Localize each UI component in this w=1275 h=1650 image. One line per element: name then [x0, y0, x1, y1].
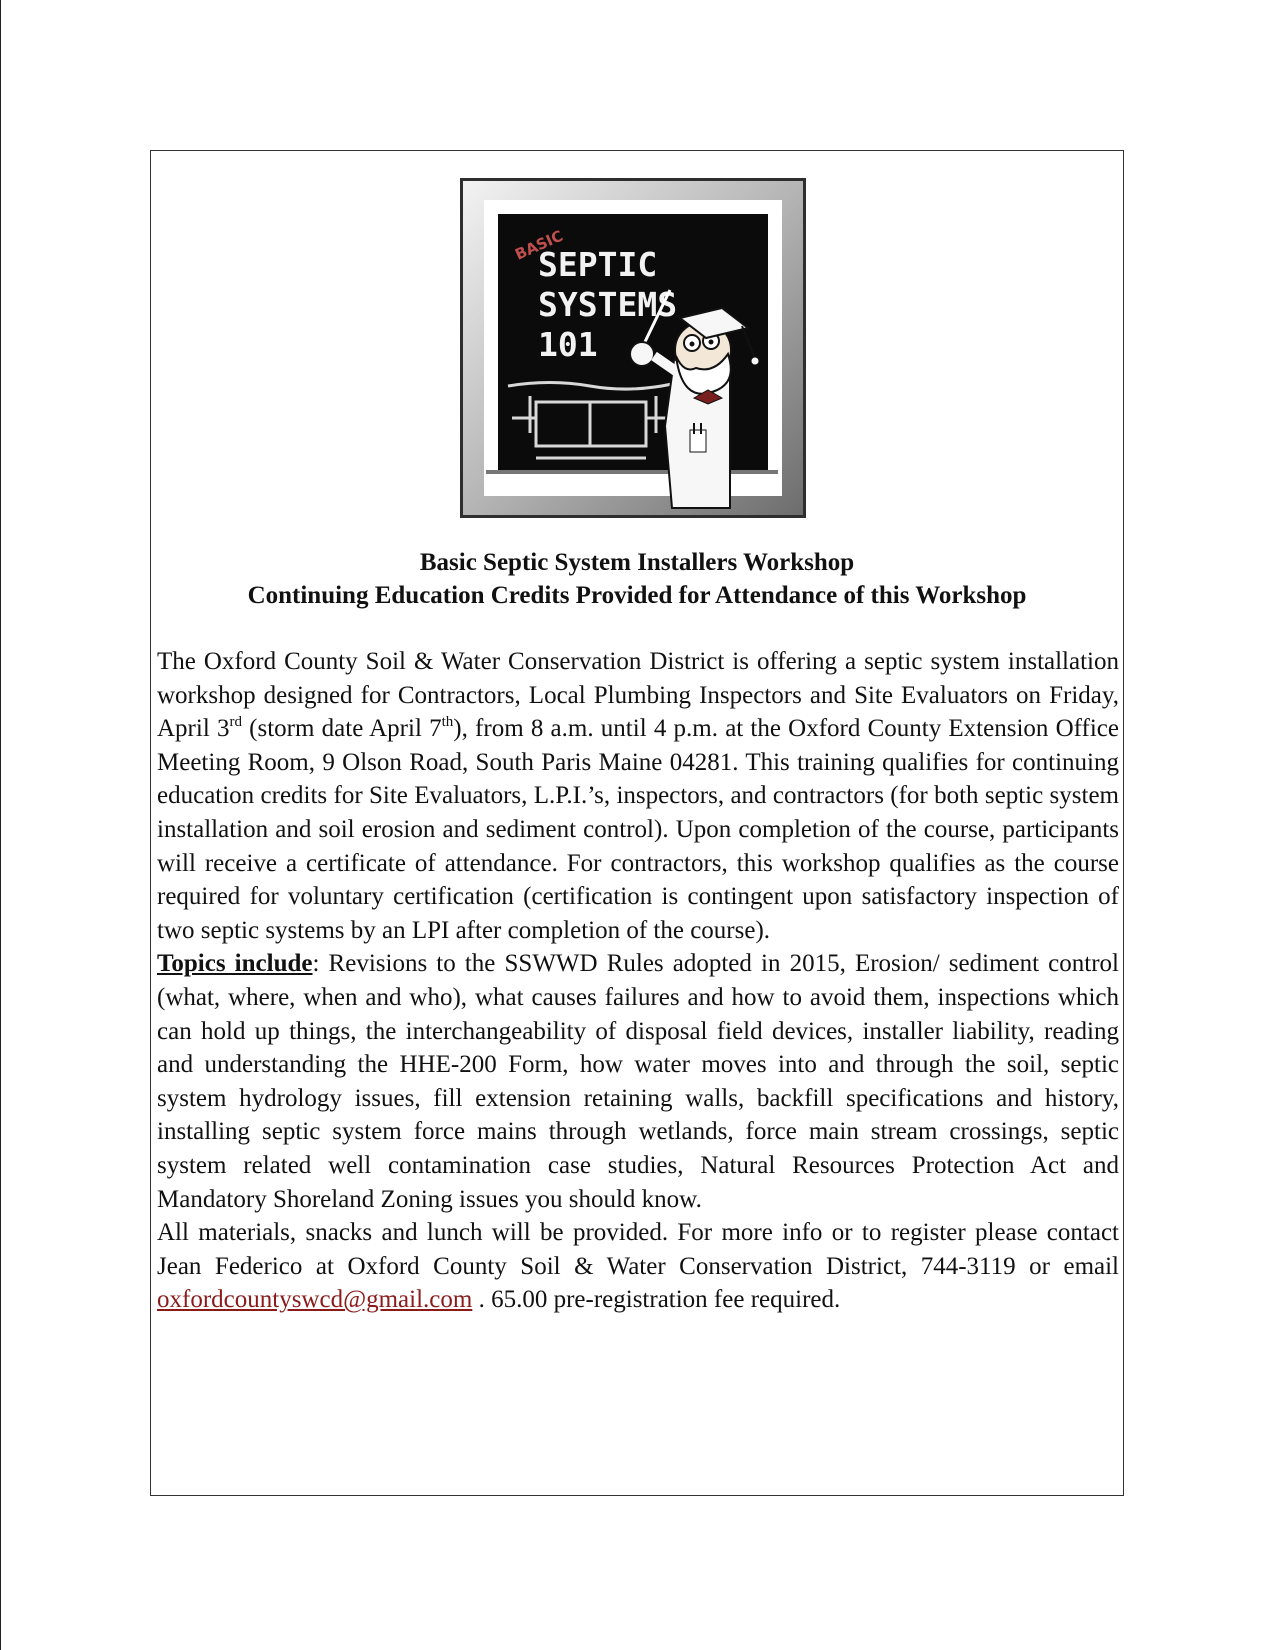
workshop-title: Basic Septic System Installers Workshop: [419, 549, 855, 576]
septic-systems-101-logo: [460, 178, 806, 518]
intro-sup-rd: rd: [229, 714, 242, 731]
page-edge: [0, 0, 1, 1650]
logo-badge: BASIC: [512, 226, 566, 264]
logo-illustration: [460, 178, 806, 518]
contact-text: All materials, snacks and lunch will be provided. For more info or to register please contact Jean Federico at Oxford County Soil & Water Conservation District, 744-3119 or email: [157, 1219, 1119, 1280]
fee-text: . 65.00 pre-registration fee required.: [472, 1286, 841, 1314]
intro-paragraph: [157, 645, 1119, 947]
intro-text-1: The Oxford County Soil & Water Conservation District is offering a septic system installation workshop designed for Contractors, Local Plumbing Inspectors and Site Evaluators on Friday, April 3: [157, 648, 1119, 743]
topics-paragraph: [157, 947, 1119, 1216]
email-link[interactable]: oxfordcountyswcd@gmail.com: [157, 1286, 473, 1314]
topics-label: Topics include: [157, 950, 313, 978]
logo-line1: SEPTIC: [538, 245, 658, 284]
logo-line3: 101: [538, 325, 598, 364]
intro-text-3: ), from 8 a.m. until 4 p.m. at the Oxford County Extension Office Meeting Room, 9 Olson Road, South Paris Maine 04281. This training qualifies for continuing education credits for Site Evaluators, L.P.I.’s, inspectors, and contractors (for both septic system installation and soil erosion and sediment control). Upon completion of the course, participants will receive a certificate of attendance. For contractors, this workshop qualifies as the course required for voluntary certification (certification is contingent upon satisfactory inspection of two septic systems by an LPI after completion of the course).: [157, 715, 1119, 944]
workshop-description: [157, 645, 1119, 1317]
intro-sup-th: th: [441, 714, 454, 731]
topics-text: : Revisions to the SSWWD Rules adopted in 2015, Erosion/ sediment control (what, where, when and who), what causes failures and how to avoid them, inspections which can hold up things, the interchangeability of disposal field devices, installer liability, reading and understanding the HHE-200 Form, how water moves into and through the soil, septic system hydrology issues, fill extension retaining walls, backfill specifications and history, installing septic system force mains through wetlands, force main stream crossings, septic system related well contamination case studies, Natural Resources Protection Act and Mandatory Shoreland Zoning issues you should know.: [157, 950, 1119, 1213]
intro-text-2: (storm date April 7: [241, 715, 442, 743]
workshop-subtitle: Continuing Education Credits Provided for Attendance of this Workshop: [247, 582, 1027, 609]
logo-line2: SYSTEMS: [538, 285, 678, 324]
contact-paragraph: [157, 1216, 1119, 1317]
workshop-headings: [150, 546, 1124, 612]
